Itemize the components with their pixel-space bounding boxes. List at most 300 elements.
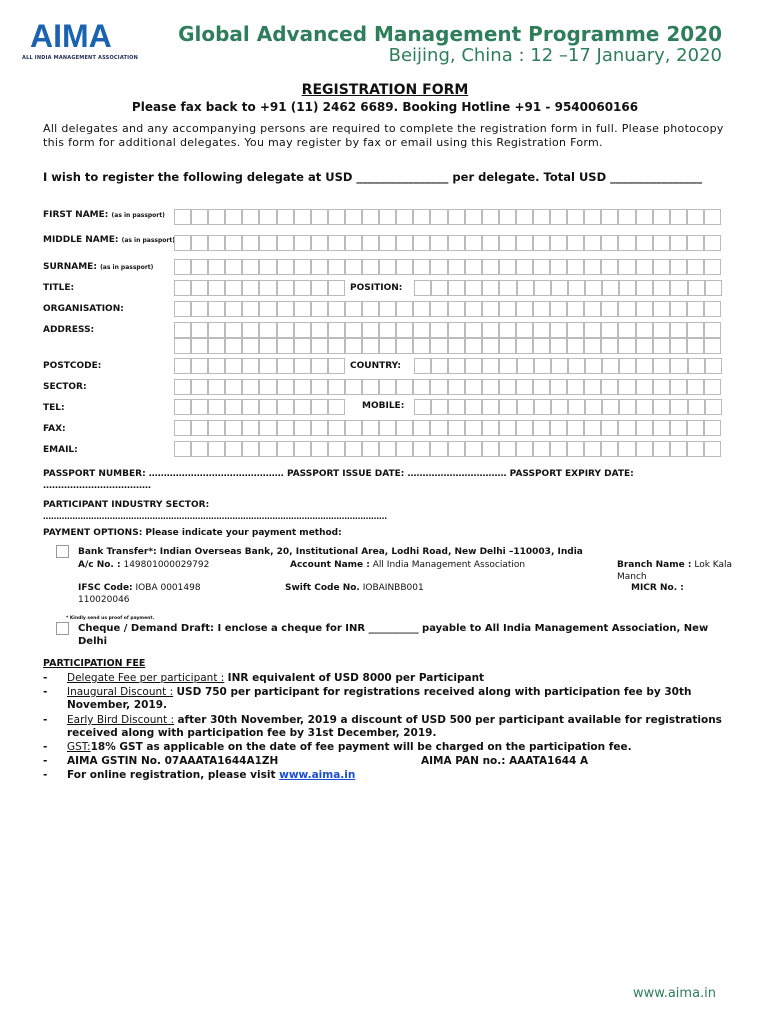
first-name-boxes[interactable] [174,209,721,225]
postcode-boxes[interactable] [174,358,345,374]
char-box[interactable] [328,399,345,415]
char-box[interactable] [687,441,704,457]
char-box[interactable] [242,301,259,317]
char-box[interactable] [208,322,225,338]
char-box[interactable] [430,379,447,395]
char-box[interactable] [618,338,635,354]
char-box[interactable] [465,379,482,395]
char-box[interactable] [225,399,242,415]
char-box[interactable] [191,338,208,354]
char-box[interactable] [499,338,516,354]
char-box[interactable] [174,322,191,338]
char-box[interactable] [618,420,635,436]
char-box[interactable] [311,301,328,317]
char-box[interactable] [345,301,362,317]
char-box[interactable] [311,420,328,436]
char-box[interactable] [413,301,430,317]
char-box[interactable] [328,235,345,251]
char-box[interactable] [601,259,618,275]
char-box[interactable] [328,420,345,436]
char-box[interactable] [584,209,601,225]
char-box[interactable] [208,399,225,415]
char-box[interactable] [618,235,635,251]
char-box[interactable] [242,379,259,395]
char-box[interactable] [670,280,687,296]
char-box[interactable] [601,235,618,251]
char-box[interactable] [259,358,276,374]
char-box[interactable] [533,259,550,275]
char-box[interactable] [602,358,619,374]
char-box[interactable] [601,209,618,225]
char-box[interactable] [259,235,276,251]
cheque-checkbox[interactable] [56,622,69,635]
char-box[interactable] [396,235,413,251]
char-box[interactable] [550,338,567,354]
char-box[interactable] [670,259,687,275]
char-box[interactable] [345,338,362,354]
char-box[interactable] [465,338,482,354]
char-box[interactable] [311,259,328,275]
char-box[interactable] [430,338,447,354]
char-box[interactable] [482,259,499,275]
char-box[interactable] [448,209,465,225]
sector-boxes[interactable] [174,379,721,395]
char-box[interactable] [174,259,191,275]
char-box[interactable] [225,358,242,374]
char-box[interactable] [534,280,551,296]
char-box[interactable] [174,420,191,436]
char-box[interactable] [618,441,635,457]
char-box[interactable] [191,280,208,296]
char-box[interactable] [225,420,242,436]
char-box[interactable] [653,399,670,415]
char-box[interactable] [277,235,294,251]
char-box[interactable] [687,209,704,225]
char-box[interactable] [294,338,311,354]
char-box[interactable] [601,441,618,457]
char-box[interactable] [174,358,191,374]
char-box[interactable] [601,338,618,354]
char-box[interactable] [259,441,276,457]
char-box[interactable] [602,280,619,296]
char-box[interactable] [191,379,208,395]
char-box[interactable] [191,358,208,374]
char-box[interactable] [601,379,618,395]
char-box[interactable] [653,358,670,374]
char-box[interactable] [499,301,516,317]
char-box[interactable] [618,209,635,225]
char-box[interactable] [242,399,259,415]
char-box[interactable] [550,379,567,395]
char-box[interactable] [567,235,584,251]
char-box[interactable] [618,259,635,275]
char-box[interactable] [567,420,584,436]
char-box[interactable] [413,379,430,395]
char-box[interactable] [277,322,294,338]
char-box[interactable] [311,358,328,374]
char-box[interactable] [551,358,568,374]
char-box[interactable] [259,338,276,354]
char-box[interactable] [174,379,191,395]
char-box[interactable] [430,259,447,275]
position-boxes[interactable] [414,280,722,296]
char-box[interactable] [688,399,705,415]
char-box[interactable] [362,441,379,457]
char-box[interactable] [379,235,396,251]
char-box[interactable] [396,441,413,457]
char-box[interactable] [311,379,328,395]
char-box[interactable] [517,399,534,415]
char-box[interactable] [567,209,584,225]
char-box[interactable] [499,358,516,374]
char-box[interactable] [225,322,242,338]
mobile-boxes[interactable] [414,399,722,415]
char-box[interactable] [277,209,294,225]
char-box[interactable] [653,441,670,457]
char-box[interactable] [345,322,362,338]
char-box[interactable] [705,358,722,374]
char-box[interactable] [517,358,534,374]
char-box[interactable] [618,379,635,395]
char-box[interactable] [551,399,568,415]
char-box[interactable] [687,235,704,251]
char-box[interactable] [345,379,362,395]
char-box[interactable] [242,259,259,275]
char-box[interactable] [687,301,704,317]
char-box[interactable] [174,235,191,251]
char-box[interactable] [294,259,311,275]
char-box[interactable] [448,420,465,436]
char-box[interactable] [225,259,242,275]
char-box[interactable] [174,399,191,415]
char-box[interactable] [465,209,482,225]
char-box[interactable] [225,338,242,354]
char-box[interactable] [242,338,259,354]
char-box[interactable] [585,280,602,296]
char-box[interactable] [619,399,636,415]
char-box[interactable] [482,379,499,395]
char-box[interactable] [431,358,448,374]
char-box[interactable] [259,399,276,415]
char-box[interactable] [430,322,447,338]
char-box[interactable] [208,209,225,225]
char-box[interactable] [414,358,431,374]
char-box[interactable] [396,209,413,225]
char-box[interactable] [208,420,225,436]
char-box[interactable] [328,259,345,275]
char-box[interactable] [653,209,670,225]
tel-boxes[interactable] [174,399,345,415]
char-box[interactable] [413,420,430,436]
char-box[interactable] [259,209,276,225]
char-box[interactable] [670,441,687,457]
char-box[interactable] [533,301,550,317]
char-box[interactable] [294,441,311,457]
char-box[interactable] [311,235,328,251]
char-box[interactable] [294,420,311,436]
char-box[interactable] [328,301,345,317]
char-box[interactable] [225,209,242,225]
char-box[interactable] [362,322,379,338]
char-box[interactable] [482,301,499,317]
char-box[interactable] [413,259,430,275]
char-box[interactable] [584,379,601,395]
char-box[interactable] [465,399,482,415]
title-boxes[interactable] [174,280,345,296]
char-box[interactable] [259,280,276,296]
char-box[interactable] [636,338,653,354]
char-box[interactable] [328,338,345,354]
char-box[interactable] [636,280,653,296]
char-box[interactable] [636,358,653,374]
char-box[interactable] [653,259,670,275]
char-box[interactable] [191,399,208,415]
char-box[interactable] [482,235,499,251]
char-box[interactable] [345,441,362,457]
char-box[interactable] [328,209,345,225]
char-box[interactable] [294,280,311,296]
char-box[interactable] [499,280,516,296]
char-box[interactable] [259,420,276,436]
char-box[interactable] [516,338,533,354]
char-box[interactable] [242,441,259,457]
char-box[interactable] [567,259,584,275]
char-box[interactable] [551,280,568,296]
char-box[interactable] [688,280,705,296]
char-box[interactable] [259,379,276,395]
char-box[interactable] [379,379,396,395]
char-box[interactable] [448,235,465,251]
fax-boxes[interactable] [174,420,721,436]
char-box[interactable] [482,322,499,338]
char-box[interactable] [242,280,259,296]
char-box[interactable] [448,259,465,275]
char-box[interactable] [584,338,601,354]
char-box[interactable] [687,322,704,338]
char-box[interactable] [687,379,704,395]
char-box[interactable] [431,399,448,415]
char-box[interactable] [465,280,482,296]
char-box[interactable] [379,441,396,457]
char-box[interactable] [619,358,636,374]
char-box[interactable] [208,235,225,251]
char-box[interactable] [636,420,653,436]
char-box[interactable] [550,259,567,275]
char-box[interactable] [328,379,345,395]
char-box[interactable] [687,420,704,436]
char-box[interactable] [328,322,345,338]
char-box[interactable] [413,441,430,457]
char-box[interactable] [482,358,499,374]
char-box[interactable] [413,322,430,338]
char-box[interactable] [687,338,704,354]
char-box[interactable] [670,399,687,415]
char-box[interactable] [516,441,533,457]
char-box[interactable] [653,280,670,296]
char-box[interactable] [533,338,550,354]
char-box[interactable] [704,338,721,354]
char-box[interactable] [345,420,362,436]
char-box[interactable] [225,280,242,296]
char-box[interactable] [379,420,396,436]
char-box[interactable] [191,235,208,251]
char-box[interactable] [584,235,601,251]
char-box[interactable] [465,322,482,338]
char-box[interactable] [550,322,567,338]
char-box[interactable] [191,441,208,457]
char-box[interactable] [431,280,448,296]
char-box[interactable] [208,441,225,457]
char-box[interactable] [396,379,413,395]
char-box[interactable] [259,301,276,317]
char-box[interactable] [174,441,191,457]
char-box[interactable] [585,358,602,374]
char-box[interactable] [567,338,584,354]
char-box[interactable] [704,379,721,395]
char-box[interactable] [704,209,721,225]
char-box[interactable] [174,280,191,296]
char-box[interactable] [362,420,379,436]
char-box[interactable] [516,379,533,395]
country-boxes[interactable] [414,358,722,374]
char-box[interactable] [619,280,636,296]
char-box[interactable] [636,301,653,317]
char-box[interactable] [517,280,534,296]
char-box[interactable] [277,301,294,317]
char-box[interactable] [618,322,635,338]
char-box[interactable] [396,259,413,275]
char-box[interactable] [670,338,687,354]
char-box[interactable] [465,259,482,275]
char-box[interactable] [414,280,431,296]
char-box[interactable] [533,441,550,457]
char-box[interactable] [585,399,602,415]
char-box[interactable] [242,358,259,374]
char-box[interactable] [687,259,704,275]
char-box[interactable] [448,280,465,296]
char-box[interactable] [534,358,551,374]
char-box[interactable] [208,358,225,374]
char-box[interactable] [653,301,670,317]
char-box[interactable] [584,259,601,275]
char-box[interactable] [550,209,567,225]
char-box[interactable] [653,379,670,395]
char-box[interactable] [670,209,687,225]
char-box[interactable] [636,209,653,225]
char-box[interactable] [277,259,294,275]
char-box[interactable] [601,322,618,338]
email-boxes[interactable] [174,441,721,457]
char-box[interactable] [225,379,242,395]
char-box[interactable] [670,235,687,251]
char-box[interactable] [277,379,294,395]
char-box[interactable] [294,322,311,338]
char-box[interactable] [465,420,482,436]
char-box[interactable] [191,259,208,275]
char-box[interactable] [294,301,311,317]
char-box[interactable] [277,358,294,374]
char-box[interactable] [482,420,499,436]
char-box[interactable] [636,322,653,338]
char-box[interactable] [208,338,225,354]
char-box[interactable] [277,280,294,296]
char-box[interactable] [379,259,396,275]
char-box[interactable] [242,420,259,436]
char-box[interactable] [311,209,328,225]
char-box[interactable] [704,441,721,457]
char-box[interactable] [499,235,516,251]
char-box[interactable] [584,322,601,338]
char-box[interactable] [174,301,191,317]
middle-name-boxes[interactable] [174,235,721,251]
char-box[interactable] [568,358,585,374]
char-box[interactable] [379,338,396,354]
char-box[interactable] [550,235,567,251]
char-box[interactable] [550,301,567,317]
char-box[interactable] [396,338,413,354]
char-box[interactable] [499,259,516,275]
char-box[interactable] [242,235,259,251]
char-box[interactable] [499,209,516,225]
char-box[interactable] [294,209,311,225]
char-box[interactable] [482,338,499,354]
char-box[interactable] [550,420,567,436]
char-box[interactable] [328,358,345,374]
char-box[interactable] [294,399,311,415]
char-box[interactable] [225,235,242,251]
char-box[interactable] [311,338,328,354]
char-box[interactable] [362,209,379,225]
char-box[interactable] [584,441,601,457]
char-box[interactable] [516,259,533,275]
char-box[interactable] [362,338,379,354]
char-box[interactable] [499,399,516,415]
char-box[interactable] [362,301,379,317]
char-box[interactable] [311,441,328,457]
char-box[interactable] [516,322,533,338]
char-box[interactable] [516,235,533,251]
char-box[interactable] [533,322,550,338]
char-box[interactable] [670,301,687,317]
char-box[interactable] [653,235,670,251]
char-box[interactable] [482,441,499,457]
char-box[interactable] [413,209,430,225]
char-box[interactable] [499,420,516,436]
char-box[interactable] [191,301,208,317]
char-box[interactable] [516,209,533,225]
char-box[interactable] [208,301,225,317]
char-box[interactable] [584,301,601,317]
char-box[interactable] [534,399,551,415]
char-box[interactable] [294,379,311,395]
char-box[interactable] [277,399,294,415]
char-box[interactable] [225,301,242,317]
char-box[interactable] [448,399,465,415]
char-box[interactable] [413,235,430,251]
char-box[interactable] [550,441,567,457]
address-boxes-2[interactable] [174,338,721,354]
char-box[interactable] [191,322,208,338]
char-box[interactable] [705,280,722,296]
char-box[interactable] [448,322,465,338]
char-box[interactable] [499,441,516,457]
char-box[interactable] [294,235,311,251]
char-box[interactable] [430,301,447,317]
char-box[interactable] [618,301,635,317]
char-box[interactable] [259,259,276,275]
char-box[interactable] [242,209,259,225]
organisation-boxes[interactable] [174,301,721,317]
